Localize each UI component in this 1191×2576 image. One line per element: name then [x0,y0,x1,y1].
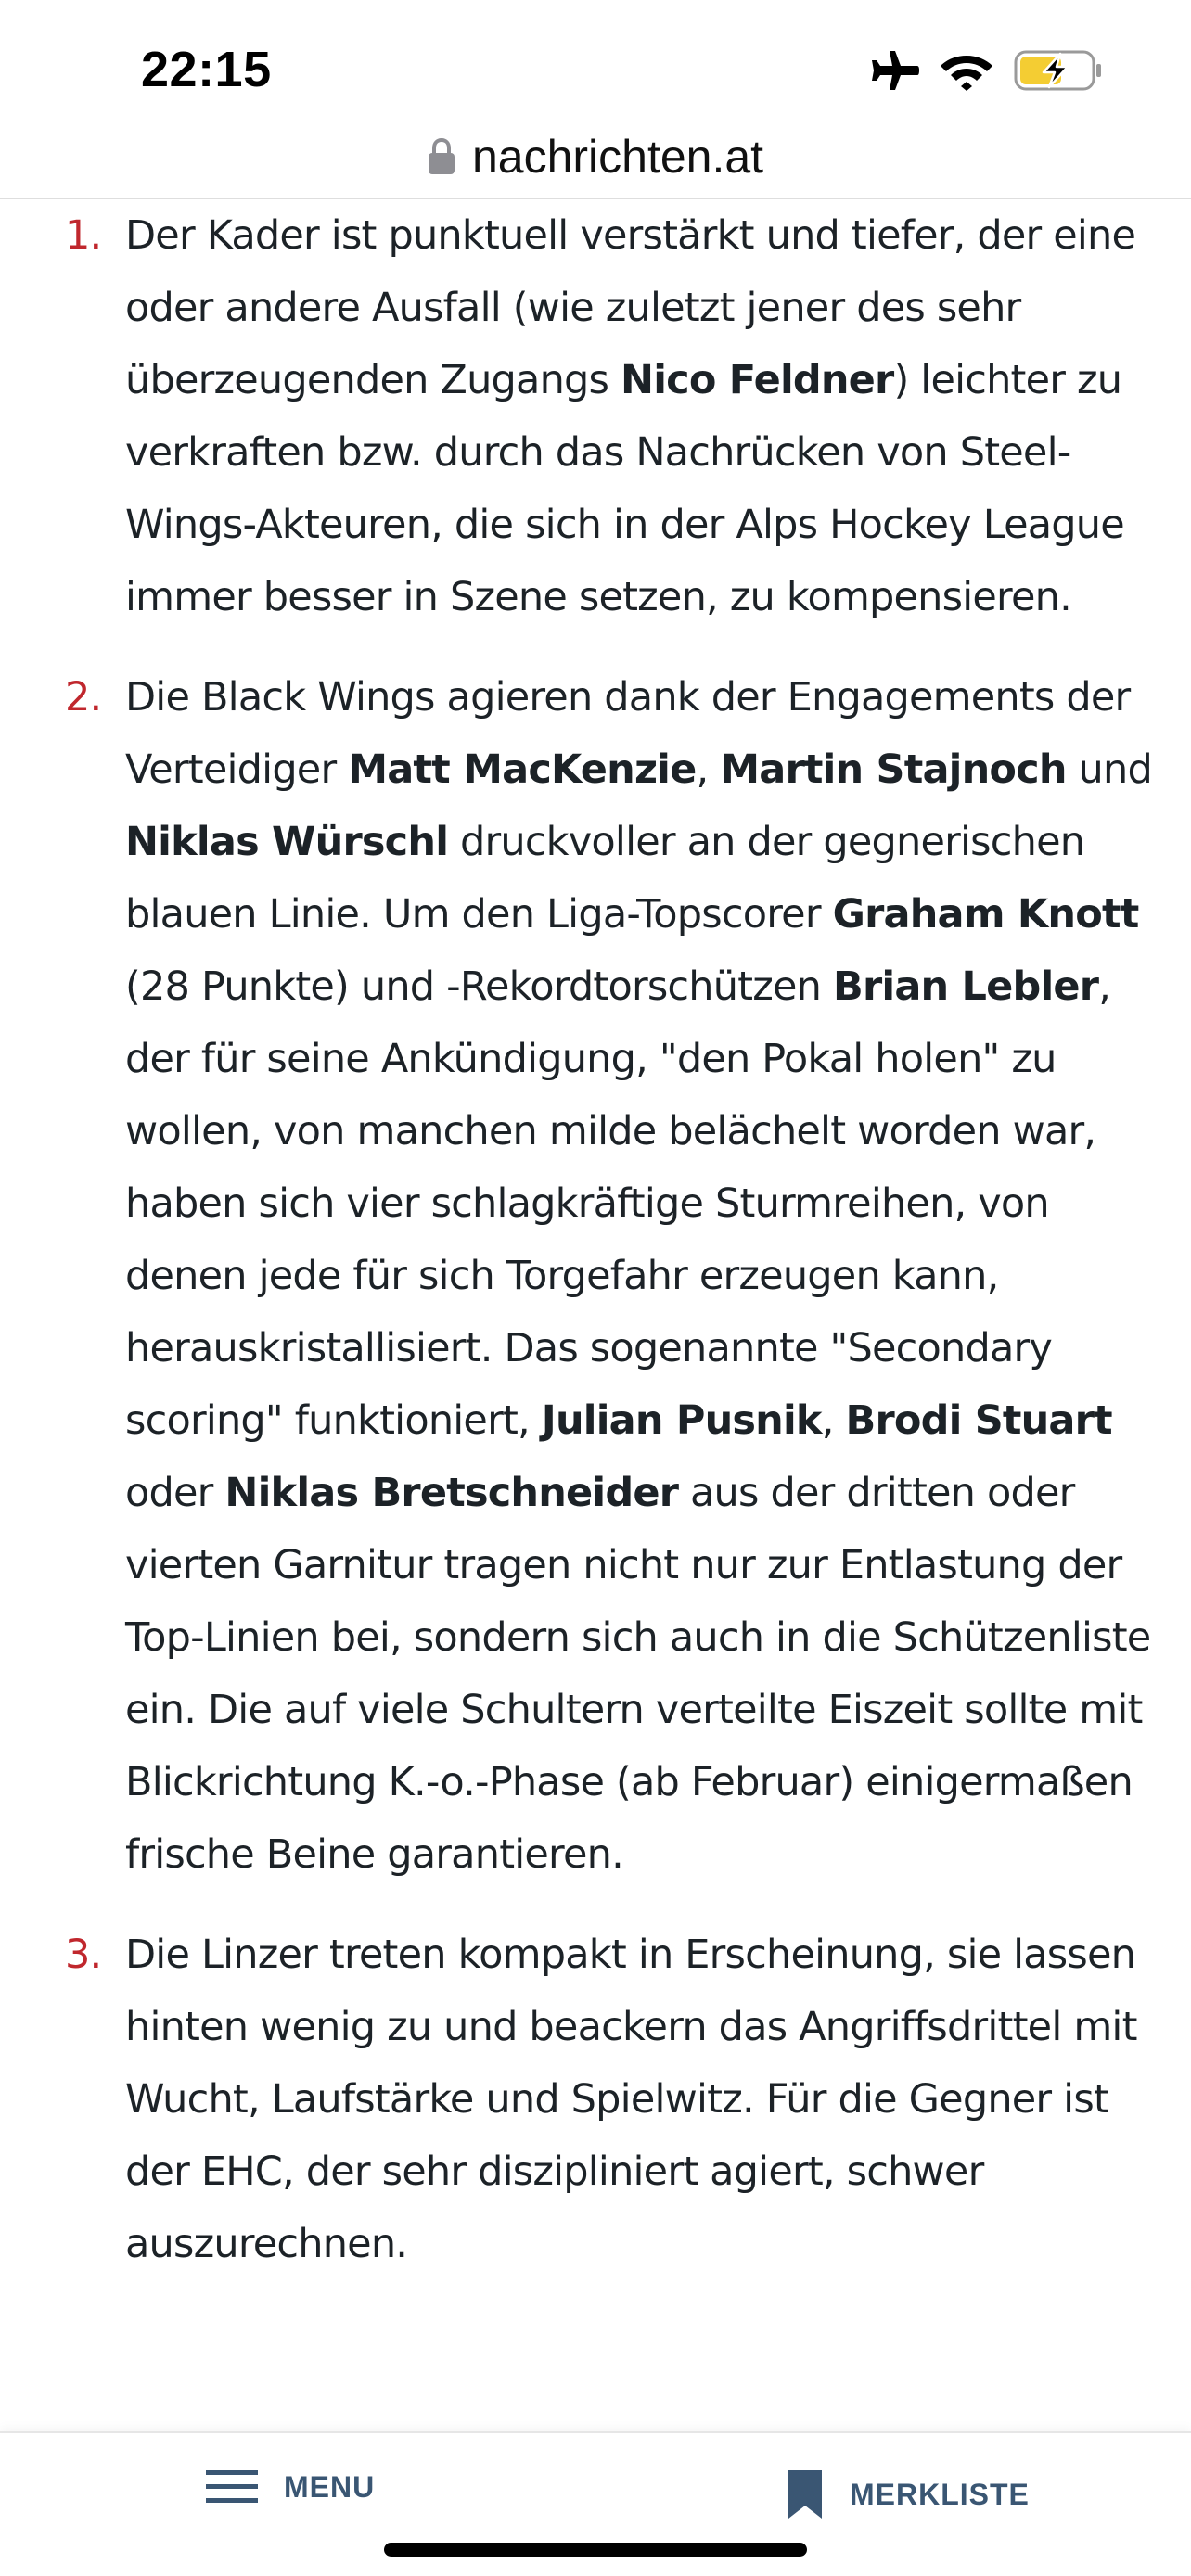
player-name: Niklas Bretschneider [224,1470,679,1516]
text-segment: , [696,746,721,793]
numbered-list [0,199,1191,2280]
list-item-text [125,661,1154,1891]
list-number: 3. [65,1932,102,1978]
list-item-text [125,199,1154,633]
airplane-icon [869,49,919,92]
list-item [0,1919,1191,2280]
player-name: Nico Feldner [621,357,894,403]
text-segment: Der Kader ist punktuell verstärkt und tiefer, der eine oder andere Ausfall (wie zuletzt jener des sehr überzeugenden Zugangs [125,212,1136,403]
status-time: 22:15 [141,42,272,97]
text-segment: aus der dritten oder vierten Garnitur tragen nicht nur zur Entlastung der Top-Linien bei, sondern sich auch in die Schützenliste ein. Die auf viele Schultern verteilte Eiszeit sollte mit Blickrichtung K.-o.-Phase (ab Februar) einigermaßen frische Beine garantieren. [125,1470,1151,1878]
player-name: Niklas Würschl [125,819,449,865]
home-indicator[interactable] [384,2543,807,2557]
text-segment: Die Black Wings agieren dank der Engagements der Verteidiger [125,674,1131,793]
text-segment: oder [125,1470,225,1516]
player-name: Brodi Stuart [845,1397,1112,1444]
list-item [0,661,1191,1891]
player-name: Graham Knott [832,891,1139,937]
list-number: 2. [65,674,102,721]
status-bar [0,0,1191,116]
status-icons [869,46,1103,95]
bookmark-icon [787,2468,824,2520]
menu-label: MENU [284,2469,376,2504]
list-number: 1. [65,212,102,259]
article-body [0,199,1191,2425]
list-item-text [125,1919,1154,2280]
text-segment: und [1066,746,1152,793]
lock-icon [428,138,455,175]
player-name: Brian Lebler [833,963,1099,1010]
player-name: Matt MacKenzie [348,746,697,793]
url-bar[interactable] [0,116,1191,199]
url-text: nachrichten.at [471,131,764,183]
menu-button[interactable] [206,2468,375,2506]
text-segment: (28 Punkte) und -Rekordtorschützen [125,963,833,1010]
player-name: Julian Pusnik [541,1397,822,1444]
bookmark-list-button[interactable] [787,2468,1030,2520]
text-segment: Die Linzer treten kompakt in Erscheinung, sie lassen hinten wenig zu und beackern das Angriffsdrittel mit Wucht, Laufstärke und Spielwitz. Für die Gegner ist der EHC, der sehr diszipliniert agiert, schwer auszurechnen. [125,1932,1137,2267]
bookmark-label: MERKLISTE [850,2477,1030,2511]
text-segment: , [821,1397,846,1444]
player-name: Martin Stajnoch [720,746,1067,793]
text-segment: ) leichter zu verkraften bzw. durch das Nachrücken von Steel-Wings-Akteuren, die sich in der Alps Hockey League immer besser in Szene setzen, zu kompensieren. [125,357,1124,620]
bottom-nav [0,2431,1191,2576]
hamburger-menu-icon [206,2468,258,2506]
list-item [0,199,1191,633]
wifi-icon [940,50,993,91]
text-segment: , der für seine Ankündigung, "den Pokal holen" zu wollen, von manchen milde belächelt worden war, haben sich vier schlagkräftige Sturmreihen, von denen jede für sich Torgefahr erzeugen kann, herauskristallisiert. Das sogenannte "Secondary scoring" funktioniert, [125,963,1111,1444]
battery-charging-icon [1014,49,1103,92]
text-segment: druckvoller an der gegnerischen blauen Linie. Um den Liga-Topscorer [125,819,1085,937]
